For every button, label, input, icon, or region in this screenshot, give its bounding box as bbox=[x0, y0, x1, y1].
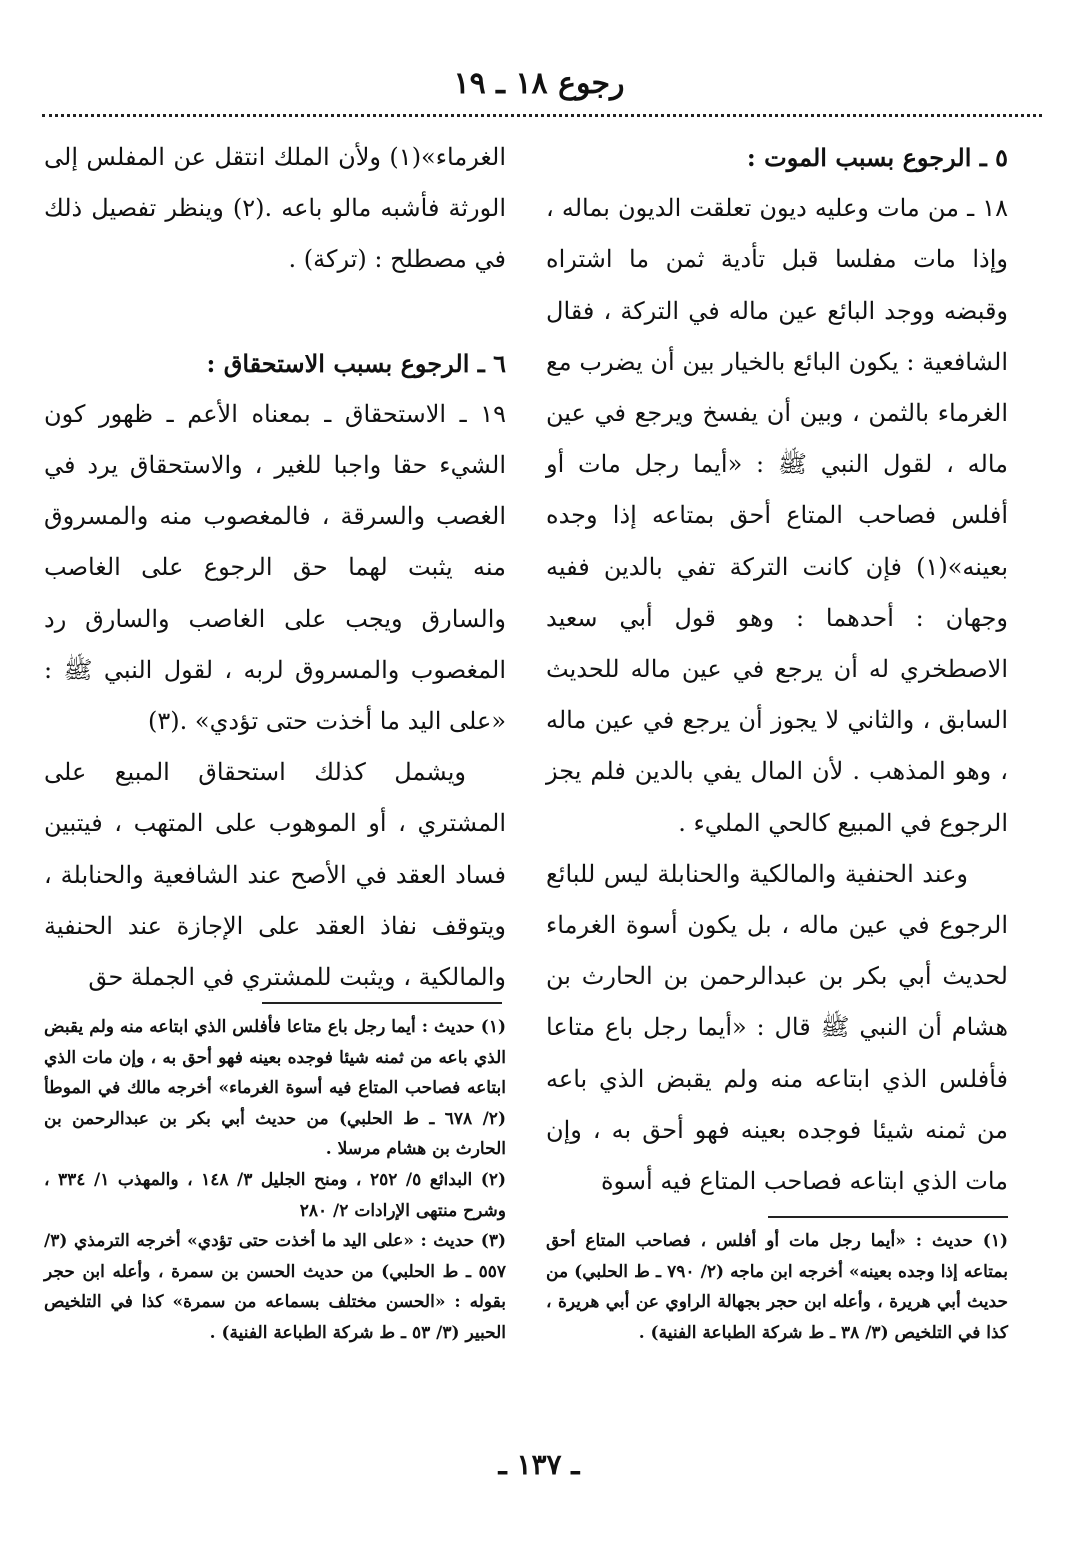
footnotes-left bbox=[44, 1012, 506, 1349]
paragraph-18: ١٨ ـ من مات وعليه ديون تعلقت الديون بماله ، وإذا مات مفلسا قبل تأدية ثمن ما اشتراه وقبضه ووجد البائع عين ماله في التركة ، فقال الشافعية : يكون البائع بالخيار بين أن يضرب مع الغرماء بالثمن ، وبين أن يفسخ ويرجع في عين ماله ، لقول النبي ﷺ : «أيما رجل مات أو أفلس فصاحب المتاع أحق بمتاعه إذا وجده بعينه»(١) فإن كانت التركة تفي بالدين ففيه وجهان : أحدهما : وهو قول أبي سعيد الاصطخري له أن يرجع في عين ماله للحديث السابق ، والثاني لا يجوز أن يرجع في عين ماله ، وهو المذهب . لأن المال يفي بالدين فلم يجز الرجوع في المبيع كالحي المليء . bbox=[546, 194, 1008, 837]
section-heading-death: ٥ ـ الرجوع بسبب الموت : bbox=[746, 143, 1008, 172]
footnote: (٢) البدائع ٥/ ٢٥٢ ، ومنح الجليل ٣/ ١٤٨ ، والمهذب ١/ ٣٣٤ ، وشرح منتهى الإرادات ٢/ ٢٨٠ bbox=[44, 1169, 506, 1221]
footnote-separator-right bbox=[768, 1216, 1008, 1218]
running-header: رجوع ١٨ ـ ١٩ bbox=[453, 66, 625, 101]
right-column bbox=[546, 132, 1008, 1207]
footnote: (١) حديث : أيما رجل باع متاعا فأفلس الذي ابتاعه منه ولم يقبض الذي باعه من ثمنه شيئا فوجده بعينه فهو أحق به ، وإن مات الذي ابتاعه فصاحب المتاع فيه أسوة الغرماء» أخرجه مالك في الموطأ (٢/ ٦٧٨ ـ ط الحلبي) من حديث أبي بكر بن عبدالرحمن بن الحارث بن هشام مرسلا . bbox=[44, 1017, 506, 1160]
section-heading-entitlement: ٦ ـ الرجوع بسبب الاستحقاق : bbox=[206, 348, 506, 378]
page-number: ـ ١٣٧ ـ bbox=[498, 1448, 580, 1481]
footnote: (٣) حديث : «على اليد ما أخذت حتى تؤدي» أخرجه الترمذي (٣/ ٥٥٧ ـ ط الحلبي) من حديث الحسن بن سمرة ، وأعله ابن حجر بقوله : «الحسن مختلف بسماعه من سمرة» كذا في التلخيص الحبير (٣/ ٥٣ ـ ط شركة الطباعة الفنية) . bbox=[44, 1231, 506, 1343]
left-column bbox=[44, 132, 506, 1003]
paragraph-19: ١٩ ـ الاستحقاق ـ بمعناه الأعم ـ ظهور كون الشيء حقا واجبا للغير ، والاستحقاق يرد في الغصب والسرقة ، فالمغصوب منه والمسروق منه يثبت لهما حق الرجوع على الغاصب والسارق ويجب على الغاصب والسارق رد المغصوب والمسروق لربه ، لقول النبي ﷺ : «على اليد ما أخذت حتى تؤدي» .(٣) bbox=[44, 399, 506, 736]
footnote: (١) حديث : «أيما رجل مات أو أفلس ، فصاحب المتاع أحق بمتاعه إذا وجده بعينه» أخرجه ابن ماجه (٢/ ٧٩٠ ـ ط الحلبي) من حديث أبي هريرة ، وأعله ابن حجر بجهالة الراوي عن أبي هريرة ، كذا في التلخيص (٣/ ٣٨ ـ ط شركة الطباعة الفنية) . bbox=[546, 1231, 1008, 1343]
footnote-separator-left bbox=[262, 1002, 502, 1004]
paragraph-continuation: الغرماء»(١) ولأن الملك انتقل عن المفلس إلى الورثة فأشبه مالو باعه .(٢) وينظر تفصيل ذلك في مصطلح : (تركة) . bbox=[44, 143, 506, 274]
paragraph-hanafi-view: وعند الحنفية والمالكية والحنابلة ليس للبائع الرجوع في عين ماله ، بل يكون أسوة الغرماء لحديث أبي بكر بن عبدالرحمن بن الحارث بن هشام أن النبي ﷺ قال : «أيما رجل باع متاعا فأفلس الذي ابتاعه منه ولم يقبض الذي باعه من ثمنه شيئا فوجده بعينه فهو أحق به ، وإن مات الذي ابتاعه فصاحب المتاع فيه أسوة bbox=[546, 859, 1008, 1196]
footnotes-right bbox=[546, 1226, 1008, 1348]
header-dotted-rule bbox=[42, 114, 1042, 117]
paragraph-sale-entitlement: ويشمل كذلك استحقاق المبيع على المشتري ، أو الموهوب على المتهب ، فيتبين فساد العقد في الأصح عند الشافعية والحنابلة ، ويتوقف نفاذ العقد على الإجازة عند الحنفية والمالكية ، ويثبت للمشتري في الجملة حق bbox=[44, 758, 506, 992]
section-gap bbox=[44, 286, 506, 338]
